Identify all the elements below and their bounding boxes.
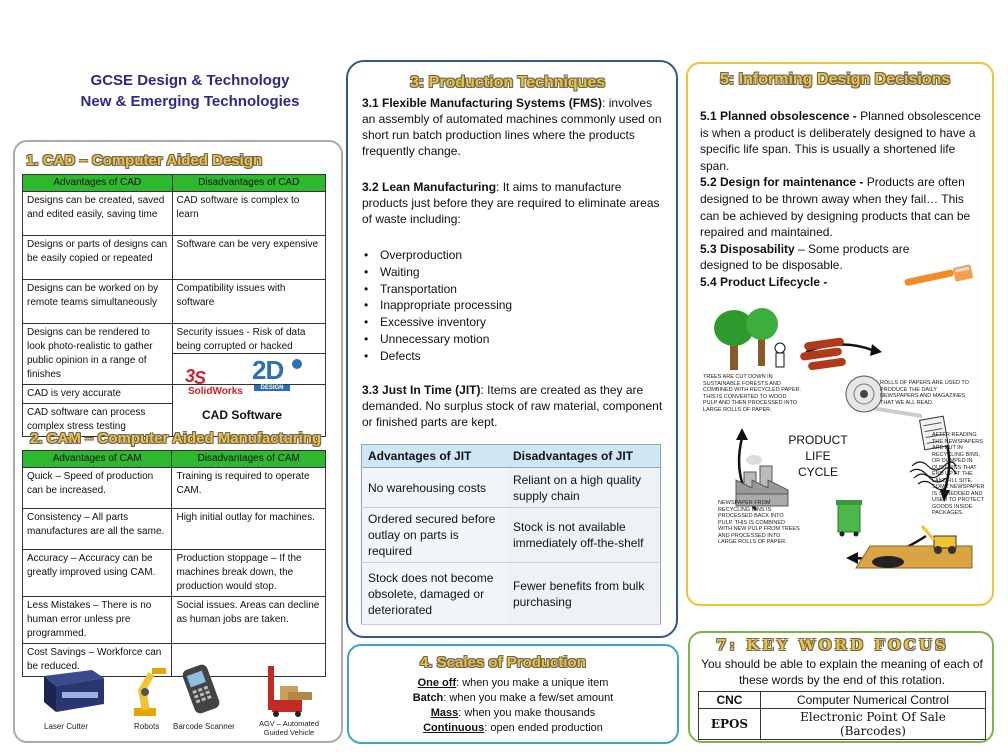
cad-adv-cell: Designs can be created, saved and edited easily, saving time xyxy=(23,192,173,236)
cam-adv-cell: Accuracy – Accuracy can be greatly improved using CAM. xyxy=(23,550,172,597)
jit-adv-cell: Ordered secured before outlay on parts is required xyxy=(362,508,507,563)
cycle-note-trees: TREES ARE CUT DOWN IN SUSTAINABLE FORESTS AND COMBINED WITH RECYCLED PAPER. THIS IS CONVERTED TO WOOD PULP AND THEN PROCESSED INTO LARGE ROLLS OF PAPER. xyxy=(703,374,801,413)
table-row xyxy=(362,508,661,563)
disposable-razor-icon xyxy=(900,262,980,292)
cam-adv-cell: Quick – Speed of production can be increased. xyxy=(23,468,172,509)
cam-dis-cell: Training is required to operate CAM. xyxy=(172,468,326,509)
jit-dis-cell: Stock is not available immediately off-the-shelf xyxy=(507,508,661,563)
jit-adv-cell: No warehousing costs xyxy=(362,468,507,508)
cad-adv-cell: CAD is very accurate xyxy=(23,385,173,404)
lean-text: : It aims to manufacture products just before they are required to eliminate areas of waste including: xyxy=(362,180,660,226)
table-row xyxy=(23,509,326,550)
table-row xyxy=(23,468,326,509)
laser-cutter-icon xyxy=(36,662,108,716)
planned-obsolescence-text: Planned obsolescence is when a product is deliberately designed to have a specific life span. This is usually a shortened life span. xyxy=(700,109,981,173)
cycle-note-reading: AFTER READING THE NEWSPAPERS ARE PUT IN RECYCLING BINS, OR DUMPED IN DUST BINS THAT END UP AT THE LANDFILL SITE. SOME NEWSPAPER IS SHREDDED AND USED TO PROTECT GOODS INSIDE PACKAGES. xyxy=(932,432,985,516)
cad-software-caption: CAD Software xyxy=(202,408,283,422)
landfill-icon xyxy=(856,526,972,568)
design-maintenance-text: Products are often designed to be thrown away when they fail… This can be achieved by designing products that can be repaired and maintained. xyxy=(700,175,971,240)
fms-paragraph xyxy=(362,95,666,159)
cycle-label-line3: CYCLE xyxy=(797,465,839,479)
lean-heading: 3.2 Lean Manufacturing xyxy=(362,180,497,194)
disposable-razor-image xyxy=(900,262,980,292)
cycle-label-line2: LIFE xyxy=(805,449,831,463)
title-line-2: New & Emerging Technologies xyxy=(80,93,300,110)
design-maintenance-paragraph xyxy=(700,174,984,240)
keyword-meaning: Electronic Point Of Sale (Barcodes) xyxy=(760,709,985,740)
2d-design-logo xyxy=(252,357,308,399)
cam-caption-laser-cutter: Laser Cutter xyxy=(44,722,89,731)
list-item xyxy=(360,721,666,736)
list-item: • Unnecessary motion xyxy=(364,331,664,348)
scale-term: Batch xyxy=(412,692,444,704)
svg-text:3: 3 xyxy=(185,366,196,386)
scale-term: Mass xyxy=(430,707,459,719)
cam-caption-robots: Robots xyxy=(134,722,160,731)
disposability-text: – Some products are designed to be disposable. xyxy=(700,241,910,273)
cad-dis-cell: CAD software is complex to learn xyxy=(172,192,326,236)
keywords-table xyxy=(698,691,986,740)
keywords-intro: You should be able to explain the meaning of each of these words by the end of this rotation. xyxy=(701,657,983,687)
cycle-note-recycling: NEWSPAPER FROM RECYCLING BINS IS PROCESSED BACK INTO PULP. THIS IS COMBINED WITH NEW PULP FROM TREES AND PROCESSED INTO LARGE ROLLS OF PAPER. xyxy=(718,500,800,545)
jit-dis-header: Disadvantages of JIT xyxy=(507,445,661,468)
logs-icon xyxy=(800,337,847,370)
scales-section-title: 4. Scales of Production xyxy=(420,654,586,671)
fms-text: : involves an assembly of automated machines commonly used on short run batch production lines where the products frequently change. xyxy=(362,96,662,158)
agv-icon xyxy=(258,660,318,720)
robot-arm-icon xyxy=(120,662,172,720)
page-title xyxy=(40,70,340,112)
informing-section-title: 5: Informing Design Decisions xyxy=(720,71,951,88)
table-row xyxy=(23,597,326,644)
barcode-scanner-image xyxy=(178,662,228,720)
table-row xyxy=(23,192,326,236)
title-line-1: GCSE Design & Technology xyxy=(90,72,290,89)
production-section-title: 3: Production Techniques xyxy=(410,74,606,91)
laser-cutter-image xyxy=(36,662,108,716)
scale-text: : open ended production xyxy=(484,722,603,734)
planned-obsolescence-paragraph xyxy=(700,108,984,174)
list-item: • Transportation xyxy=(364,281,664,298)
table-row xyxy=(23,550,326,597)
list-item xyxy=(360,676,666,691)
scale-text: : when you make a few/set amount xyxy=(443,692,614,704)
table-row xyxy=(23,236,326,280)
cycle-note-rolls: ROLLS OF PAPERS ARE USED TO PRODUCE THE DAILY NEWSPAPERS AND MAGAZINES THAT WE ALL READ. xyxy=(880,380,969,406)
jit-adv-header: Advantages of JIT xyxy=(362,445,507,468)
waste-list xyxy=(364,247,664,365)
keyword-meaning: Computer Numerical Control xyxy=(760,692,985,709)
scale-term: One off xyxy=(417,677,457,689)
cam-dis-header: Disadvantages of CAM xyxy=(172,451,326,468)
robot-arm-image xyxy=(120,662,172,720)
cad-adv-cell: Designs can be rendered to look photo-realistic to gather public opinion in a range of finishes xyxy=(23,324,173,385)
solidworks-logo-text: SolidWorks xyxy=(188,386,243,397)
cam-adv-cell: Less Mistakes – There is no human error unless pre programmed. xyxy=(23,597,172,644)
cad-dis-cell: Software can be very expensive xyxy=(172,236,326,280)
jit-table xyxy=(361,444,661,625)
lean-paragraph xyxy=(362,179,666,227)
keyword-term: CNC xyxy=(699,692,761,709)
agv-image xyxy=(258,660,318,720)
jit-dis-cell: Reliant on a high quality supply chain xyxy=(507,468,661,508)
2d-logo-text: 2D xyxy=(252,355,284,385)
cad-dis-header: Disadvantages of CAD xyxy=(172,175,326,192)
cad-adv-cell: CAD software can process complex stress testing xyxy=(23,404,173,437)
jit-paragraph xyxy=(362,382,666,430)
design-maintenance-heading: 5.2 Design for maintenance - xyxy=(700,175,864,190)
scale-text: : when you make thousands xyxy=(458,707,596,719)
factory-icon xyxy=(736,455,788,506)
table-row xyxy=(699,692,986,709)
table-row xyxy=(699,709,986,740)
cad-dis-text: Security issues - Risk of data being corrupted or hacked xyxy=(173,324,326,354)
jit-adv-cell: Stock does not become obsolete, damaged or deteriorated xyxy=(362,563,507,625)
cad-adv-header: Advantages of CAD xyxy=(23,175,173,192)
list-item: • Excessive inventory xyxy=(364,314,664,331)
cam-dis-cell: High initial outlay for machines. xyxy=(172,509,326,550)
cad-section-title: 1. CAD – Computer Aided Design xyxy=(26,152,263,169)
list-item: • Defects xyxy=(364,348,664,365)
recycling-bin-icon xyxy=(836,500,862,537)
jit-dis-cell: Fewer benefits from bulk purchasing xyxy=(507,563,661,625)
cam-section-title: 2. CAM – Computer Aided Manufacturing xyxy=(30,430,322,447)
cam-dis-cell: Social issues. Areas can decline as human jobs are taken. xyxy=(172,597,326,644)
barcode-scanner-icon xyxy=(178,662,228,720)
list-item: • Inappropriate processing xyxy=(364,297,664,314)
table-row xyxy=(362,468,661,508)
2d-logo-subtext: DESIGN xyxy=(254,385,290,391)
cam-caption-barcode-scanner: Barcode Scanner xyxy=(173,722,235,731)
scale-text: : when you make a unique item xyxy=(456,677,609,689)
2d-logo-badge-icon xyxy=(292,359,302,369)
keywords-section-title: 7: KEY WORD FOCUS xyxy=(716,636,949,654)
jit-text: : Items are created as they are demanded. No surplus stock of raw material, component or finished parts are kept. xyxy=(362,383,663,429)
cam-table xyxy=(22,450,326,677)
cad-adv-cell: Designs or parts of designs can be easily copied or repeated xyxy=(23,236,173,280)
solidworks-logo xyxy=(182,362,242,402)
planned-obsolescence-heading: 5.1 Planned obsolescence - xyxy=(700,109,857,123)
cam-dis-cell: Production stoppage – If the machines break down, the production would stop. xyxy=(172,550,326,597)
list-item: • Waiting xyxy=(364,264,664,281)
cad-dis-cell: Compatibility issues with software xyxy=(172,280,326,324)
keyword-term: EPOS xyxy=(699,709,761,740)
cam-caption-agv: AGV – Automated Guided Vehicle xyxy=(258,719,320,737)
cam-adv-cell: Consistency – All parts manufactures are all the same. xyxy=(23,509,172,550)
table-row xyxy=(23,280,326,324)
list-item xyxy=(360,691,666,706)
product-lifecycle-heading: 5.4 Product Lifecycle - xyxy=(700,274,828,289)
scales-list xyxy=(360,676,666,736)
cad-adv-cell: Designs can be worked on by remote teams simultaneously xyxy=(23,280,173,324)
jit-heading: 3.3 Just In Time (JIT) xyxy=(362,383,481,397)
svg-text:S: S xyxy=(194,368,207,388)
cam-adv-cell: Cost Savings – Workforce can be reduced. xyxy=(23,644,172,677)
list-item: • Overproduction xyxy=(364,247,664,264)
cam-adv-header: Advantages of CAM xyxy=(23,451,172,468)
list-item xyxy=(360,706,666,721)
disposability-heading: 5.3 Disposability xyxy=(700,241,795,256)
fms-heading: 3.1 Flexible Manufacturing Systems (FMS) xyxy=(362,96,603,110)
table-row xyxy=(362,563,661,625)
trees-icon xyxy=(714,308,785,370)
cycle-label-line1: PRODUCT xyxy=(788,433,848,447)
scale-term: Continuous xyxy=(423,722,485,734)
